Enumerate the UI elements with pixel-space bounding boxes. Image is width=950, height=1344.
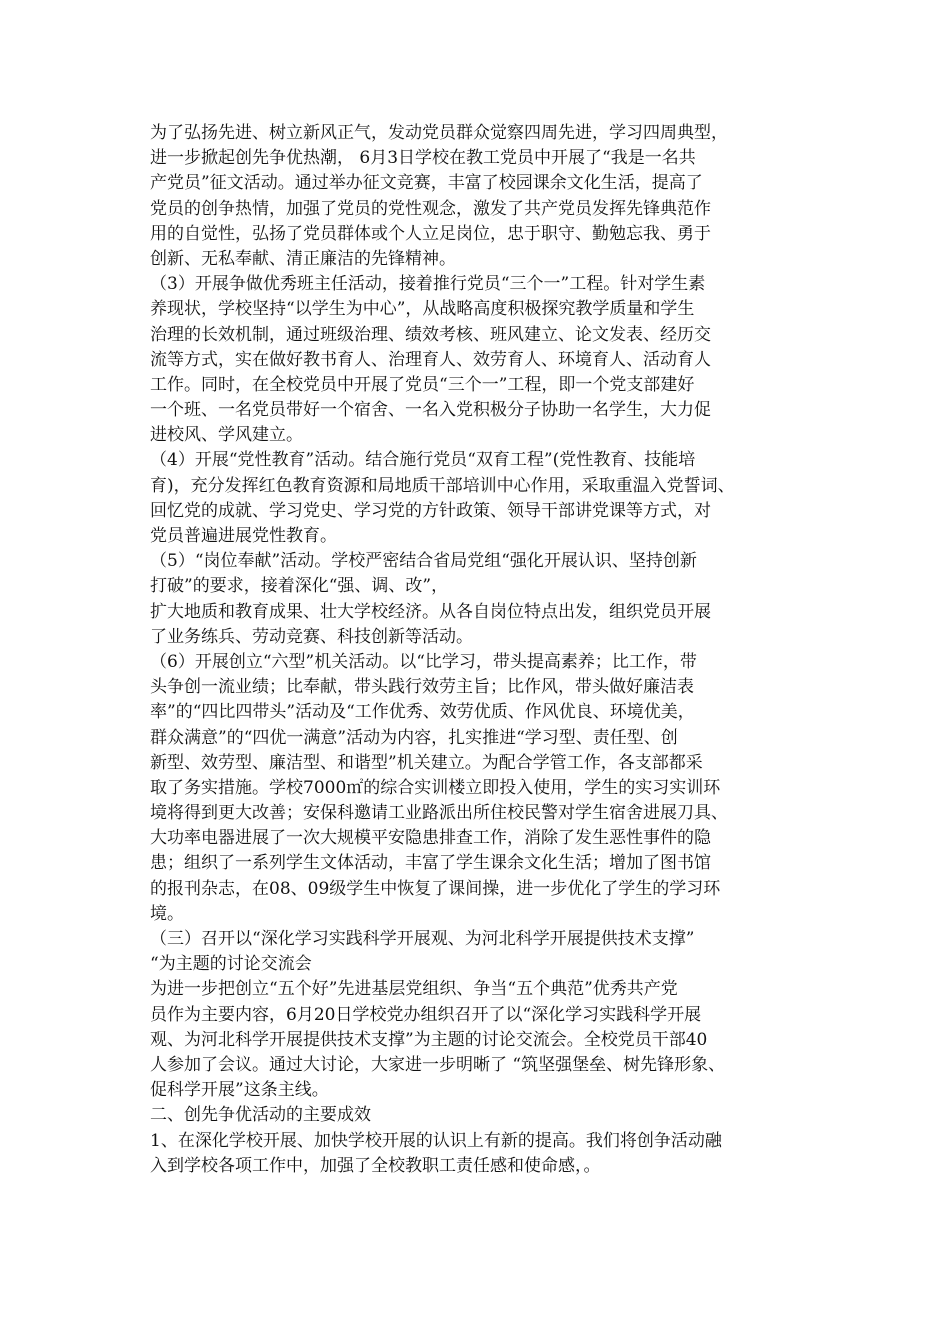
text-line: 群众满意”的“四优一满意”活动为内容，扎实推进“学习型、责任型、创 xyxy=(150,727,678,748)
text-line: 的报刊杂志，在08、09级学生中恢复了课间操，进一步优化了学生的学习环 xyxy=(150,878,721,899)
text-line: 大功率电器进展了一次大规模平安隐患排查工作，消除了发生恶性事件的隐 xyxy=(150,828,711,849)
text-line: 患；组织了一系列学生文体活动，丰富了学生课余文化生活；增加了图书馆 xyxy=(150,853,711,874)
text-line: （5）“岗位奉献”活动。学校严密结合省局党组“强化开展认识、坚持创新 xyxy=(150,551,697,572)
text-line: 产党员”征文活动。通过举办征文竞赛，丰富了校园课余文化生活，提高了 xyxy=(150,173,703,194)
text-line: 党员普遍进展党性教育。 xyxy=(150,526,337,546)
text-line: 治理的长效机制，通过班级治理、绩效考核、班风建立、论文发表、经历交 xyxy=(150,324,711,345)
text-line: 流等方式，实在做好教书育人、治理育人、效劳育人、环境育人、活动育人 xyxy=(150,349,711,370)
text-line: “为主题的讨论交流会 xyxy=(150,954,312,975)
text-line: 取了务实措施。学校7000㎡的综合实训楼立即投入使用，学生的实习实训环 xyxy=(150,777,721,798)
text-line: 率”的“四比四带头”活动及“工作优秀、效劳优质、作风优良、环境优美， xyxy=(150,702,695,723)
document-body xyxy=(150,121,810,1179)
text-line: 入到学校各项工作中，加强了全校教职工责任感和使命感，。 xyxy=(150,1155,601,1176)
text-line: （三）召开以“深化学习实践科学开展观、为河北科学开展提供技术支撑” xyxy=(150,929,695,949)
text-line: （6）开展创立“六型”机关活动。以“比学习，带头提高素养；比工作，带 xyxy=(150,651,697,672)
text-line: 回忆党的成就、学习党史、学习党的方针政策、领导干部讲党课等方式，对 xyxy=(150,500,711,521)
text-line: 一个班、一名党员带好一个宿舍、一名入党积极分子协助一名学生，大力促 xyxy=(150,400,711,421)
text-line: （4）开展“党性教育”活动。结合施行党员“双育工程”(党性教育、技能培 xyxy=(150,450,696,471)
text-line: 1、在深化学校开展、加快学校开展的认识上有新的提高。我们将创争活动融 xyxy=(150,1130,722,1151)
text-line: 育)，充分发挥红色教育资源和局地质干部培训中心作用，采取重温入党誓词、 xyxy=(150,475,735,496)
text-line: 为了弘扬先进、树立新风正气，发动党员群众觉察四周先进，学习四周典型， xyxy=(150,123,728,143)
text-line: 用的自觉性，弘扬了党员群体或个人立足岗位，忠于职守、勤勉忘我、勇于 xyxy=(150,223,711,244)
text-line: 创新、无私奉献、清正廉洁的先锋精神。 xyxy=(150,248,456,269)
text-line: （3）开展争做优秀班主任活动，接着推行党员“三个一”工程。针对学生素 xyxy=(150,274,706,295)
text-line: 境将得到更大改善；安保科邀请工业路派出所住校民警对学生宿舍进展刀具、 xyxy=(150,803,728,824)
text-line: 促科学开展”这条主线。 xyxy=(150,1080,329,1101)
text-line: 二、创先争优活动的主要成效 xyxy=(150,1105,371,1126)
text-line: 观、为河北科学开展提供技术支撑”为主题的讨论交流会。全校党员干部40 xyxy=(150,1029,708,1050)
text-line: 进校风、学风建立。 xyxy=(150,425,303,446)
text-line: 工作。同时，在全校党员中开展了党员“三个一”工程，即一个党支部建好 xyxy=(150,374,695,395)
text-line: 为进一步把创立“五个好”先进基层党组织、争当“五个典范”优秀共产党 xyxy=(150,979,678,1000)
text-line: 员作为主要内容，6月20日学校党办组织召开了以“深化学习实践科学开展 xyxy=(150,1004,702,1025)
text-line: 扩大地质和教育成果、壮大学校经济。从各自岗位特点出发，组织党员开展 xyxy=(150,601,711,622)
text-line: 头争创一流业绩；比奉献，带头践行效劳主旨；比作风，带头做好廉洁表 xyxy=(150,677,694,698)
text-line: 党员的创争热情，加强了党员的党性观念，激发了共产党员发挥先锋典范作 xyxy=(150,198,711,219)
text-line: 养现状，学校坚持“以学生为中心”，从战略高度积极探究教学质量和学生 xyxy=(150,299,695,320)
text-line: 人参加了会议。通过大讨论，大家进一步明晰了 “筑坚强堡垒、树先锋形象、 xyxy=(150,1054,726,1075)
text-line: 新型、效劳型、廉洁型、和谐型”机关建立。为配合学管工作，各支部都采 xyxy=(150,752,703,773)
text-line: 打破”的要求，接着深化“强、调、改”， xyxy=(150,576,449,597)
text-line: 进一步掀起创先争优热潮， 6月3日学校在教工党员中开展了“我是一名共 xyxy=(150,148,696,169)
text-line: 了业务练兵、劳动竞赛、科技创新等活动。 xyxy=(150,626,473,647)
text-line: 境。 xyxy=(150,903,184,924)
